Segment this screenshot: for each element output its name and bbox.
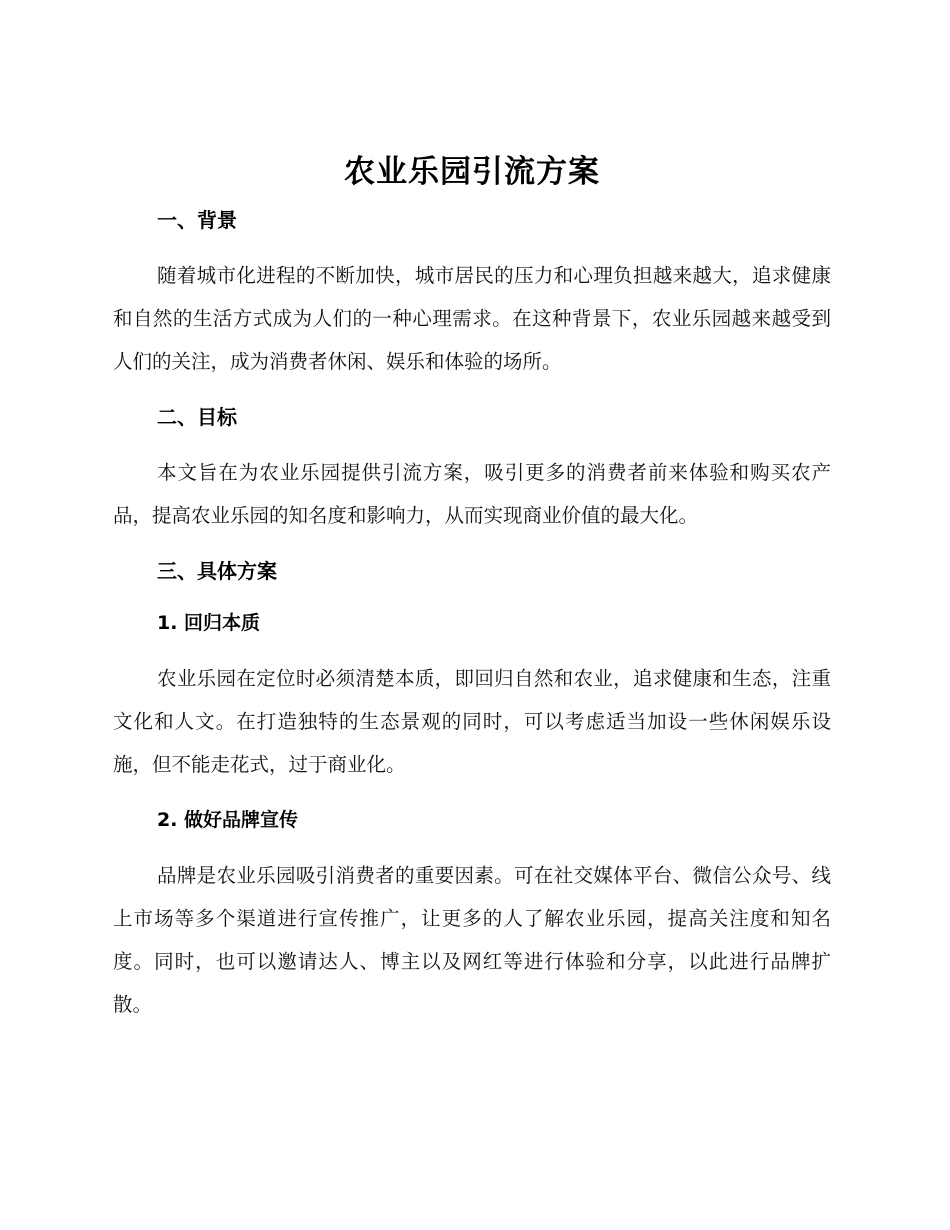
- section-heading-background: 一、背景: [157, 208, 237, 232]
- document-body: [113, 148, 831, 1026]
- subsection-heading-essence: 1. 回归本质: [157, 612, 261, 634]
- section-heading-goal: 二、目标: [157, 405, 237, 429]
- section-heading-plan: 三、具体方案: [157, 559, 277, 583]
- paragraph-background: 随着城市化进程的不断加快，城市居民的压力和心理负担越来越大，追求健康和自然的生活方式成为人们的一种心理需求。在这种背景下，农业乐园越来越受到人们的关注，成为消费者休闲、娱乐和体验的场所。: [113, 264, 831, 373]
- paragraph-goal: 本文旨在为农业乐园提供引流方案，吸引更多的消费者前来体验和购买农产品，提高农业乐园的知名度和影响力，从而实现商业价值的最大化。: [113, 461, 831, 527]
- document-title: 农业乐园引流方案: [344, 154, 600, 190]
- paragraph-branding: 品牌是农业乐园吸引消费者的重要因素。可在社交媒体平台、微信公众号、线上市场等多个渠道进行宣传推广，让更多的人了解农业乐园，提高关注度和知名度。同时，也可以邀请达人、博主以及网红等进行体验和分享，以此进行品牌扩散。: [113, 864, 831, 1016]
- subsection-heading-branding: 2. 做好品牌宣传: [157, 809, 299, 831]
- paragraph-essence: 农业乐园在定位时必须清楚本质，即回归自然和农业，追求健康和生态，注重文化和人文。在打造独特的生态景观的同时，可以考虑适当加设一些休闲娱乐设施，但不能走花式，过于商业化。: [113, 667, 831, 776]
